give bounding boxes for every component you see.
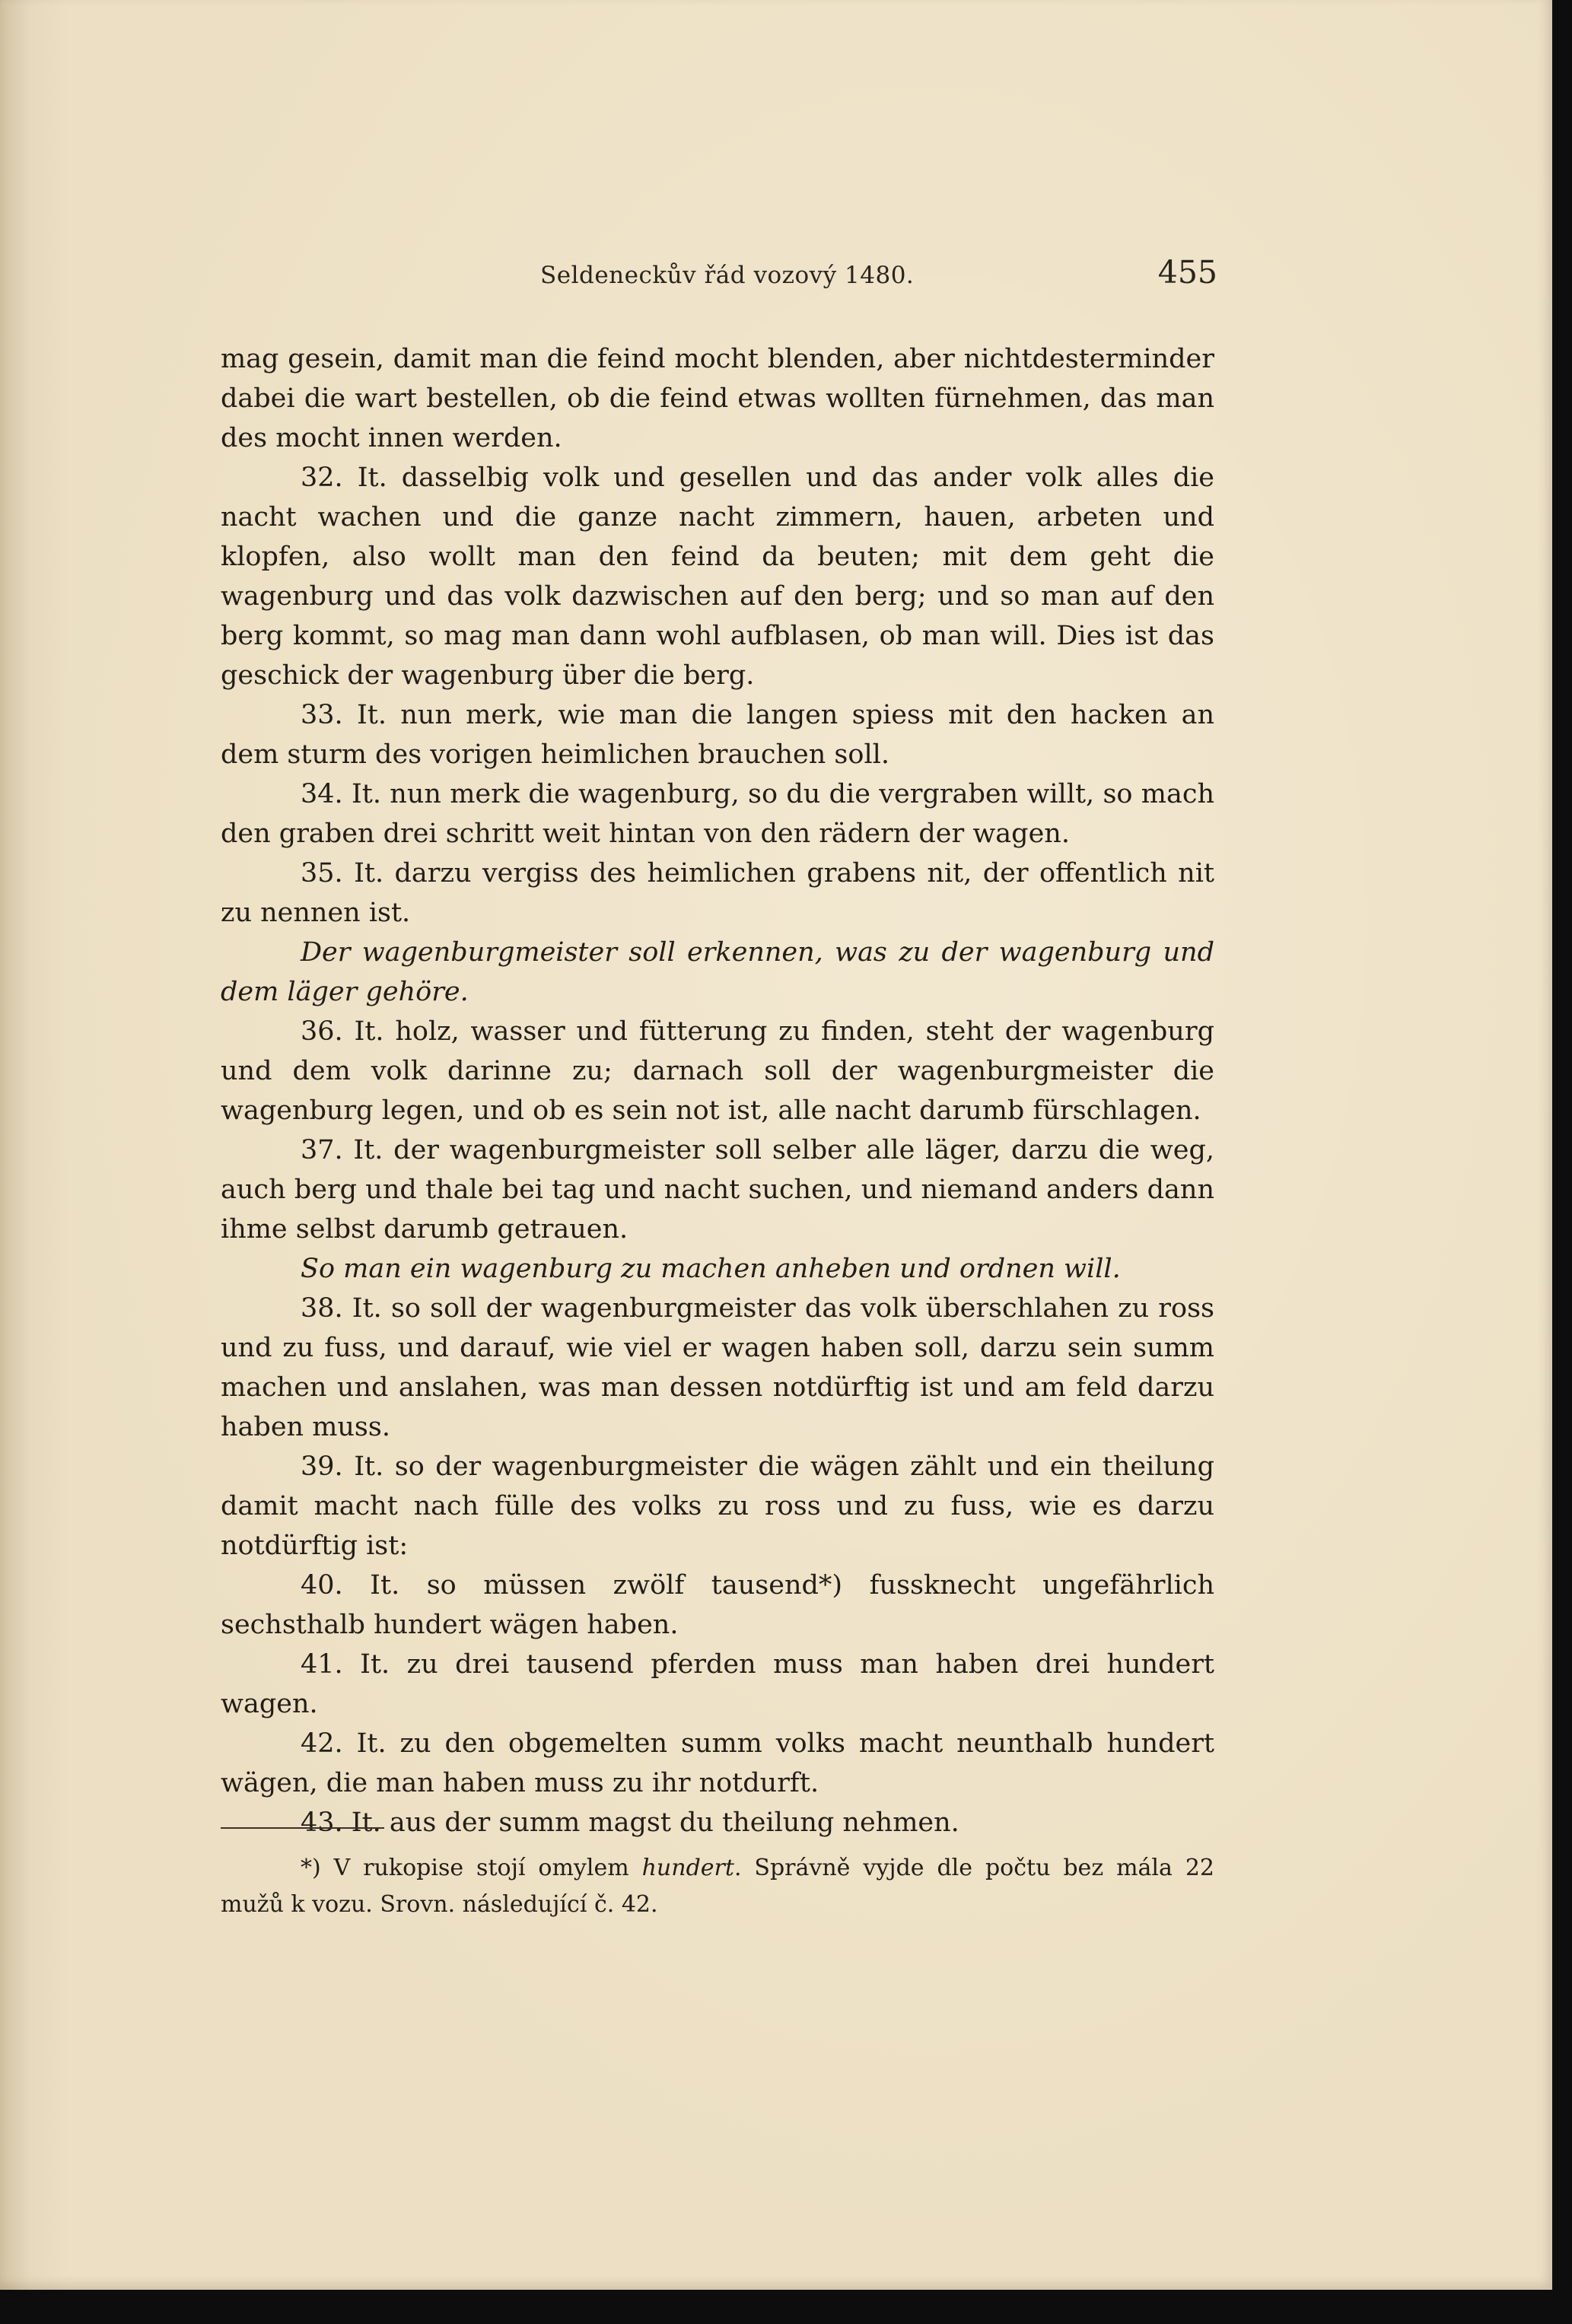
- page-number: 455: [1157, 254, 1217, 291]
- footnote-rest: . Správně vyjde dle počtu bez mála 22 mužů k vozu. Srovn. následující č. 42.: [221, 1855, 1214, 1918]
- scan-border-bottom: [0, 2290, 1572, 2324]
- paragraph-33: 33. It. nun merk, wie man die langen spiess mit den hacken an dem sturm des vorigen heimlichen brauchen soll.: [221, 700, 1214, 770]
- paragraph-34: 34. It. nun merk die wagenburg, so du die vergraben willt, so mach den graben drei schritt weit hintan von den rädern der wagen.: [221, 779, 1214, 849]
- paragraph-36: 36. It. holz, wasser und fütterung zu finden, steht der wagenburg und dem volk darinne zu; darnach soll der wagenburgmeister die wagenburg legen, und ob es sein not ist, alle nacht darumb fürschlagen.: [221, 1016, 1214, 1126]
- paragraph-39: 39. It. so der wagenburgmeister die wägen zählt und ein theilung damit macht nach fülle des volks zu ross und zu fuss, wie es darzu notdürftig ist:: [221, 1451, 1214, 1561]
- paragraph-38: 38. It. so soll der wagenburgmeister das volk überschlahen zu ross und zu fuss, und darauf, wie viel er wagen haben soll, darzu sein summ machen und anslahen, was man dessen notdürftig ist und am feld darzu haben muss.: [221, 1293, 1214, 1442]
- footnote-divider: [221, 1827, 384, 1829]
- paragraph: mag gesein, damit man die feind mocht blenden, aber nichtdesterminder dabei die wart bestellen, ob die feind etwas wollten fürnehmen, das man des mocht innen werden.: [221, 344, 1214, 453]
- footnote-emphasis: hundert: [641, 1855, 734, 1881]
- running-head: Seldeneckův řád vozový 1480.: [540, 262, 915, 289]
- scan-border-right: [1552, 0, 1572, 2324]
- paragraph-43: 43. It. aus der summ magst du theilung nehmen.: [301, 1807, 959, 1838]
- section-heading: Der wagenburgmeister soll erkennen, was zu der wagenburg und dem läger gehöre.: [221, 937, 1214, 1007]
- paragraph-32: 32. It. dasselbig volk und gesellen und das ander volk alles die nacht wachen und die ganze nacht zimmern, hauen, arbeten und klopfen, also wollt man den feind da beuten; mit dem geht die wagenburg und das volk dazwischen auf den berg; und so man auf den berg kommt, so mag man dann wohl aufblasen, ob man will. Dies ist das geschick der wagenburg über die berg.: [221, 463, 1214, 691]
- page-header: [221, 254, 1217, 300]
- footnote: [221, 1850, 1214, 1923]
- paragraph-41: 41. It. zu drei tausend pferden muss man haben drei hundert wagen.: [221, 1649, 1214, 1719]
- body-text: [221, 339, 1214, 1842]
- section-heading: So man ein wagenburg zu machen anheben und ordnen will.: [301, 1254, 1121, 1284]
- paragraph-40: 40. It. so müssen zwölf tausend*) fussknecht ungefährlich sechsthalb hundert wägen haben.: [221, 1570, 1214, 1640]
- paragraph-35: 35. It. darzu vergiss des heimlichen grabens nit, der offentlich nit zu nennen ist.: [221, 858, 1214, 928]
- footnote-marker-text: *) V rukopise stojí omylem: [301, 1855, 642, 1881]
- paragraph-42: 42. It. zu den obgemelten summ volks macht neunthalb hundert wägen, die man haben muss zu ihr notdurft.: [221, 1728, 1214, 1798]
- paragraph-37: 37. It. der wagenburgmeister soll selber alle läger, darzu die weg, auch berg und thale bei tag und nacht suchen, und niemand anders dann ihme selbst darumb getrauen.: [221, 1135, 1214, 1245]
